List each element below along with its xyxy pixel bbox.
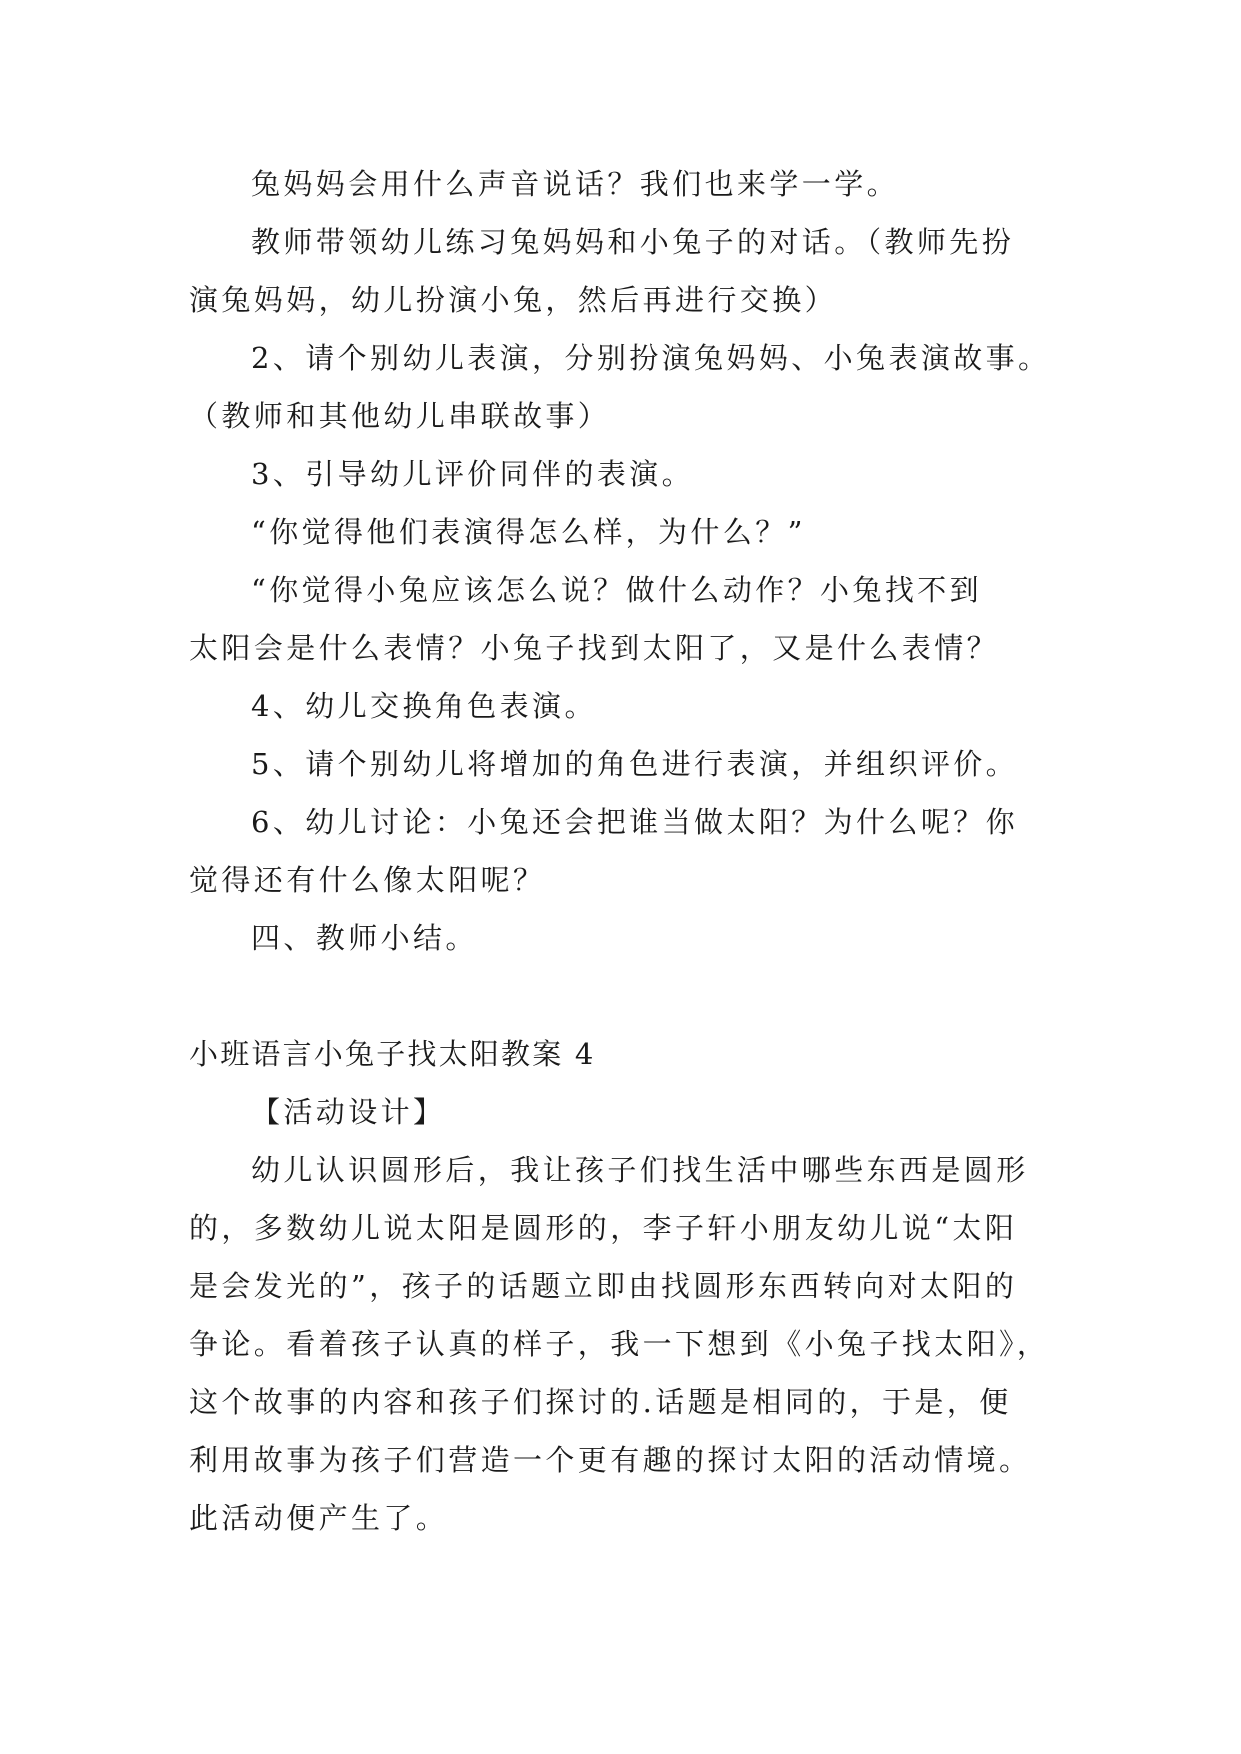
paragraph-line: 2、请个别幼儿表演，分别扮演兔妈妈、小兔表演故事。 (251, 341, 1051, 375)
paragraph-line: 的，多数幼儿说太阳是圆形的，李子轩小朋友幼儿说“太阳 (189, 1211, 1018, 1245)
paragraph-line: 此活动便产生了。 (189, 1501, 449, 1535)
paragraph-line: 利用故事为孩子们营造一个更有趣的探讨太阳的活动情境。 (189, 1443, 1032, 1477)
paragraph-line: 这个故事的内容和孩子们探讨的.话题是相同的，于是，便 (189, 1385, 1012, 1419)
paragraph-line: 争论。看着孩子认真的样子，我一下想到《小兔子找太阳》， (189, 1327, 1050, 1361)
paragraph-line: 兔妈妈会用什么声音说话？我们也来学一学。 (251, 167, 900, 201)
paragraph-line: 演兔妈妈，幼儿扮演小兔，然后再进行交换） (189, 283, 838, 317)
section-title: 小班语言小兔子找太阳教案 4 (189, 1037, 596, 1071)
paragraph-line: 是会发光的”，孩子的话题立即由找圆形东西转向对太阳的 (189, 1269, 1018, 1303)
paragraph-line: 四、教师小结。 (251, 921, 478, 955)
paragraph-line: 3、引导幼儿评价同伴的表演。 (251, 457, 695, 491)
paragraph-line: 5、请个别幼儿将增加的角色进行表演，并组织评价。 (251, 747, 1019, 781)
paragraph-line: 6、幼儿讨论：小兔还会把谁当做太阳？为什么呢？你 (251, 805, 1019, 839)
paragraph-line: 太阳会是什么表情？小兔子找到太阳了，又是什么表情？ (189, 631, 1000, 665)
paragraph-line: 教师带领幼儿练习兔妈妈和小兔子的对话。（教师先扮 (251, 225, 1015, 259)
paragraph-line: “你觉得小兔应该怎么说？做什么动作？小兔找不到 (251, 573, 983, 607)
paragraph-line: 4、幼儿交换角色表演。 (251, 689, 597, 723)
paragraph-line: “你觉得他们表演得怎么样，为什么？” (251, 515, 806, 549)
paragraph-line: 觉得还有什么像太阳呢？ (189, 863, 546, 897)
section-heading: 【活动设计】 (251, 1095, 446, 1129)
paragraph-line: （教师和其他幼儿串联故事） (189, 399, 611, 433)
paragraph-line: 幼儿认识圆形后，我让孩子们找生活中哪些东西是圆形 (251, 1153, 1029, 1187)
